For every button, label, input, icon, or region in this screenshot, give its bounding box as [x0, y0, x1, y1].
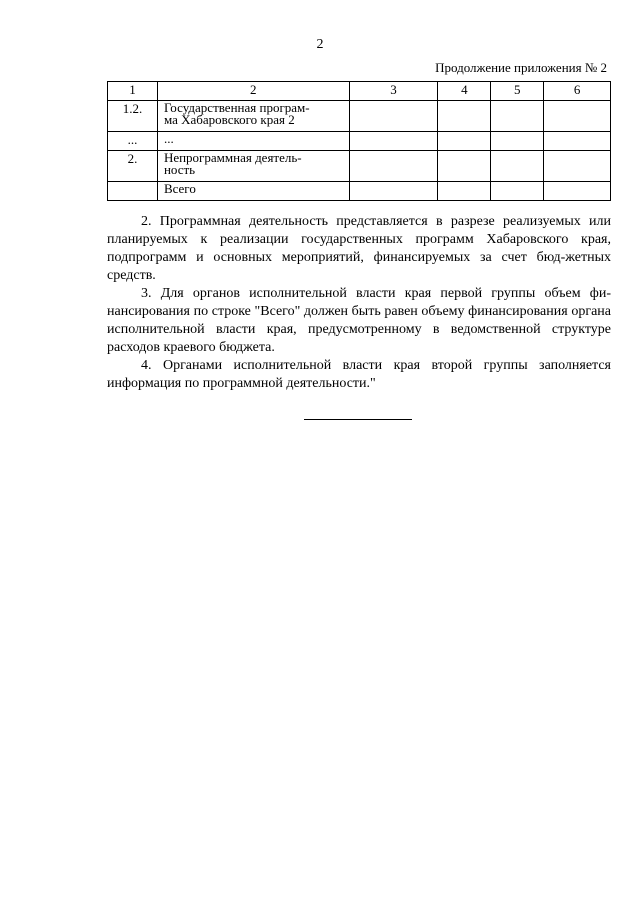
table-header-cell: 6 — [544, 82, 611, 101]
table-header-cell: 5 — [491, 82, 544, 101]
row-name-cell: ... — [157, 132, 349, 151]
table-row-total — [108, 182, 611, 201]
empty-cell — [438, 182, 491, 201]
table-row — [108, 132, 611, 151]
empty-cell — [544, 182, 611, 201]
empty-cell — [349, 182, 438, 201]
table-row — [108, 151, 611, 182]
table-header-cell: 3 — [349, 82, 438, 101]
table-header-cell: 4 — [438, 82, 491, 101]
row-number-cell: 2. — [108, 151, 158, 182]
empty-cell — [349, 132, 438, 151]
data-table — [107, 81, 611, 201]
empty-cell — [349, 151, 438, 182]
empty-cell — [544, 132, 611, 151]
empty-cell — [349, 101, 438, 132]
empty-cell — [438, 101, 491, 132]
table-header-row — [108, 82, 611, 101]
row-number-cell — [108, 182, 158, 201]
closing-rule — [304, 419, 412, 420]
empty-cell — [491, 182, 544, 201]
empty-cell — [544, 151, 611, 182]
table-row — [108, 101, 611, 132]
page-number: 2 — [316, 37, 324, 52]
row-name-cell: Государственная програм- ма Хабаровского края 2 — [157, 101, 349, 132]
paragraph: 4. Органами исполнительной власти края второй группы заполняется информация по программной деятельности." — [107, 358, 611, 391]
table-header-cell: 1 — [108, 82, 158, 101]
body-text — [107, 213, 611, 393]
paragraph: 3. Для органов исполнительной власти края первой группы объем фи-нансирования по строке "Всего" должен быть равен объему финансирования органа исполнительной власти края, предусмотренному в ведомственной структуре расходов краевого бюджета. — [107, 286, 611, 355]
empty-cell — [438, 151, 491, 182]
table-header-cell: 2 — [157, 82, 349, 101]
row-name-cell: Непрограммная деятель- ность — [157, 151, 349, 182]
empty-cell — [491, 101, 544, 132]
appendix-continuation-note: Продолжение приложения № 2 — [435, 60, 607, 75]
total-label-cell: Всего — [157, 182, 349, 201]
empty-cell — [491, 132, 544, 151]
row-number-cell: ... — [108, 132, 158, 151]
empty-cell — [491, 151, 544, 182]
paragraph: 2. Программная деятельность представляется в разрезе реализуемых или планируемых к реализации государственных программ Хабаровского края, подпрограмм и основных мероприятий, финансируемых за счет бюд-жетных средств. — [107, 214, 611, 283]
row-number-cell: 1.2. — [108, 101, 158, 132]
empty-cell — [438, 132, 491, 151]
empty-cell — [544, 101, 611, 132]
